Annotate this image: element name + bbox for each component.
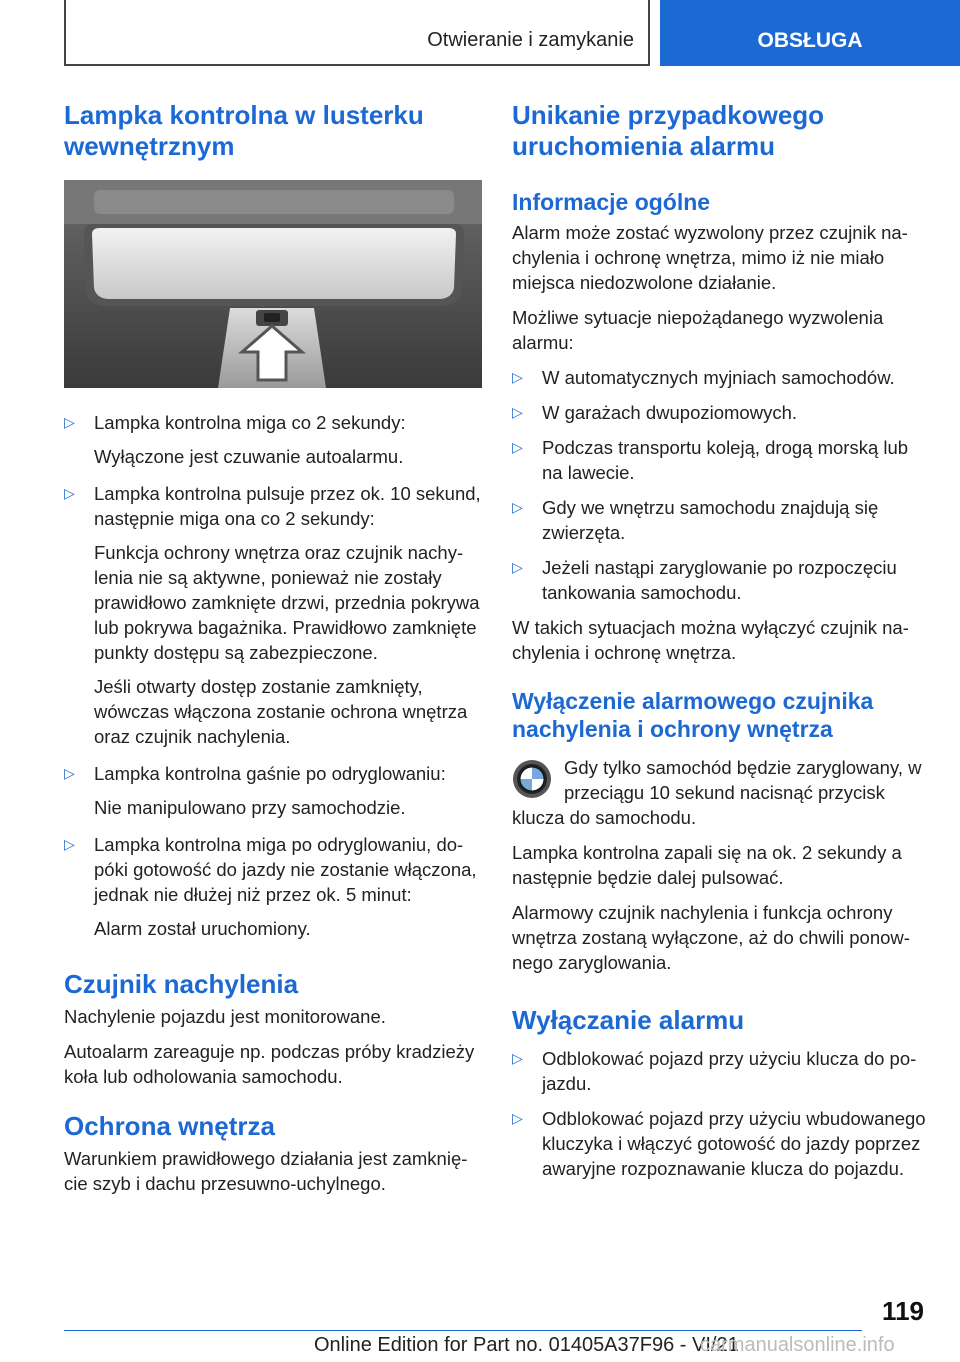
right-column <box>512 100 930 1181</box>
mirror-heading: Lampka kontrolna w lusterku wewnętrznym <box>64 100 424 161</box>
situation-list <box>512 365 930 605</box>
interior-paragraph: Warunkiem prawidłowego działania jest zamknięcie szyb i dachu przesuwno-uchylnego. <box>64 1148 468 1194</box>
triangle-right-icon: ▷ <box>512 439 523 455</box>
triangle-right-icon: ▷ <box>512 499 523 515</box>
general-paragraph: W takich sytuacjach można wyłączyć czujnik nachylenia i ochronę wnętrza. <box>512 617 909 663</box>
header-tab: OBSŁUGA <box>660 0 960 66</box>
watermark: carmanualsonline.info <box>700 1334 895 1356</box>
triangle-right-icon: ▷ <box>512 404 523 420</box>
footer-divider <box>64 1330 862 1331</box>
general-heading: Informacje ogólne <box>512 189 711 215</box>
list-item: ▷ W automatycznych myjniach samochodów. <box>512 367 895 388</box>
mirror-status-list <box>64 410 482 941</box>
list-item: ▷ Lampka kontrolna pulsuje przez ok. 10 sekund, następnie miga ona co 2 sekundy: Funkcja ochrony wnętrza oraz czujnik nachylenia nie są aktywne, ponieważ nie zostały prawidłowo zamknięte drzwi, przednia pokrywa lub pokrywa bagażnika. Prawidłowo zamknięte punkty dostępu są zabezpieczone. Jeśli otwarty dostęp zostanie zamknięty, wówczas włączona zostanie ochrona wnętrza oraz czujnik nachylenia. <box>64 483 481 747</box>
disable-paragraph: Alarmowy czujnik nachylenia i funkcja ochrony wnętrza zostaną wyłączone, aż do chwili ponownego zaryglowania. <box>512 902 910 973</box>
triangle-right-icon: ▷ <box>512 1050 523 1066</box>
list-item: ▷ Lampka kontrolna gaśnie po odryglowaniu: Nie manipulowano przy samochodzie. <box>64 763 446 818</box>
list-item: ▷ Lampka kontrolna miga po odryglowaniu, dopóki gotowość do jazdy nie zostanie włączona, jednak nie dłużej niż przez ok. 5 minut: Alarm został uruchomiony. <box>64 834 477 939</box>
triangle-right-icon: ▷ <box>64 414 75 430</box>
footer-edition: Online Edition for Part no. 01405A37F96 - VI/21 <box>314 1334 739 1356</box>
list-item: ▷ Jeżeli nastąpi zaryglowanie po rozpoczęciu tankowania samochodu. <box>512 557 897 603</box>
header-title: Otwieranie i zamykanie <box>427 29 634 51</box>
tilt-heading: Czujnik nachylenia <box>64 969 299 999</box>
left-column <box>64 100 482 1196</box>
disable-heading: Wyłączenie alarmowego czujnika nachylenia i ochrony wnętrza <box>512 688 874 742</box>
triangle-right-icon: ▷ <box>512 559 523 575</box>
off-list <box>512 1046 930 1181</box>
disable-instruction: Gdy tylko samochód będzie zaryglowany, w przeciągu 10 sekund nacisnąć przycisk klucza do samochodu. <box>512 757 922 828</box>
off-heading: Wyłączanie alarmu <box>512 1005 745 1035</box>
page-number: 119 <box>882 1296 924 1326</box>
interior-heading: Ochrona wnętrza <box>64 1111 275 1141</box>
disable-paragraph: Lampka kontrolna zapali się na ok. 2 sekundy a następnie będzie dalej pulsować. <box>512 842 902 888</box>
list-item: ▷ W garażach dwupoziomowych. <box>512 402 797 423</box>
list-item: ▷ Odblokować pojazd przy użyciu klucza do pojazdu. <box>512 1048 917 1094</box>
triangle-right-icon: ▷ <box>64 765 75 781</box>
list-item: ▷ Podczas transportu koleją, drogą morską lub na lawecie. <box>512 437 909 483</box>
list-item: ▷ Odblokować pojazd przy użyciu wbudowanego kluczyka i włączyć gotowość do jazdy poprzez awaryjne rozpoznawanie klucza do pojazdu. <box>512 1108 926 1179</box>
header-box <box>64 0 650 66</box>
mirror-illustration <box>64 180 482 388</box>
triangle-right-icon: ▷ <box>512 369 523 385</box>
list-item: ▷ Gdy we wnętrzu samochodu znajdują się zwierzęta. <box>512 497 879 543</box>
tilt-paragraph: Autoalarm zareaguje np. podczas próby kradzieży koła lub odholowania samochodu. <box>64 1041 475 1087</box>
tilt-paragraph: Nachylenie pojazdu jest monitorowane. <box>64 1006 386 1027</box>
triangle-right-icon: ▷ <box>64 836 75 852</box>
list-item: ▷ Lampka kontrolna miga co 2 sekundy: Wyłączone jest czuwanie autoalarmu. <box>64 412 406 467</box>
general-paragraph: Możliwe sytuacje niepożądanego wyzwolenia alarmu: <box>512 307 884 353</box>
triangle-right-icon: ▷ <box>512 1110 523 1126</box>
general-paragraph: Alarm może zostać wyzwolony przez czujnik nachylenia i ochronę wnętrza, mimo iż nie miało miejsca niedozwolone działanie. <box>512 222 908 293</box>
bmw-key-icon <box>512 759 552 799</box>
avoid-heading: Unikanie przypadkowego uruchomienia alarmu <box>512 100 825 161</box>
triangle-right-icon: ▷ <box>64 485 75 501</box>
